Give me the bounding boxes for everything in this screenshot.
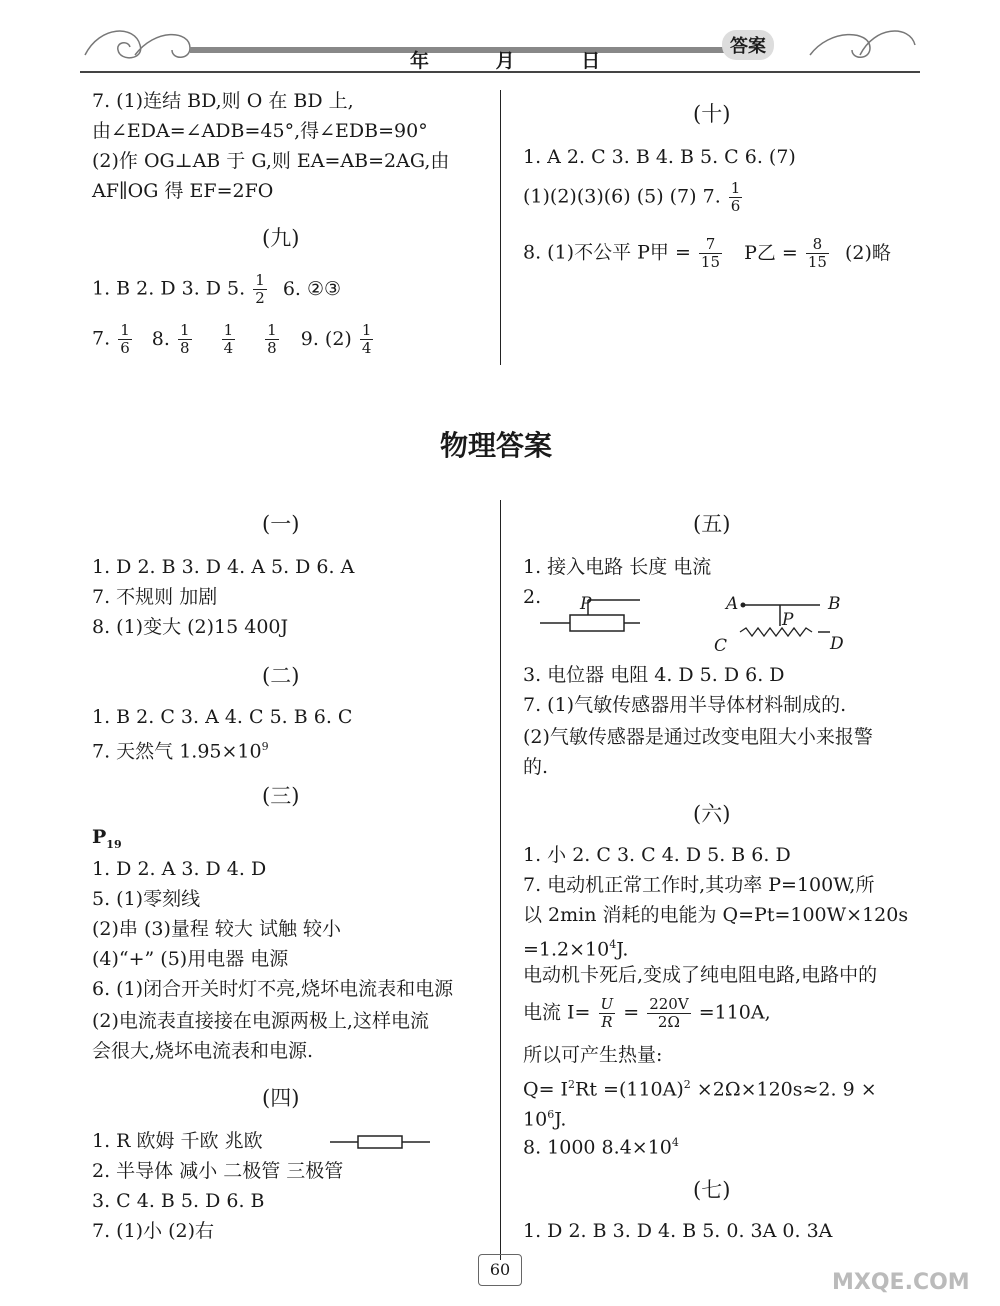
p6-line3: 以 2min 消耗的电能为 Q=Pt=100W×120s xyxy=(523,904,909,926)
diagram-label-c: C xyxy=(714,636,728,656)
p6-line1: 1. 小 2. C 3. C 4. D 5. B 6. D xyxy=(523,844,791,866)
p6-l8-c: ×2Ω×120s≈2. 9 × xyxy=(690,1078,877,1101)
sec9-line2 xyxy=(92,322,375,357)
sec9-line1 xyxy=(92,272,341,307)
fraction: $\frac{1}{4}$ xyxy=(361,321,372,357)
phys-section-4-heading: (四) xyxy=(262,1086,300,1110)
p4-line1: 1. R 欧姆 千欧 兆欧 xyxy=(92,1130,263,1152)
p6-l4-sup: 4 xyxy=(609,938,617,951)
fraction: $\frac{1}{4}$ xyxy=(223,321,234,357)
phys-section-3-heading: (三) xyxy=(262,784,300,808)
p2-line1: 1. B 2. C 3. A 4. C 5. B 6. C xyxy=(92,706,353,728)
sec10-line2 xyxy=(523,180,744,215)
p6-l9-sup: 6 xyxy=(547,1108,555,1121)
answer-badge: 答案 xyxy=(722,30,774,60)
p5-line3: 3. 电位器 电阻 4. D 5. D 6. D xyxy=(523,664,785,686)
phys-section-6-heading: (六) xyxy=(693,802,731,826)
sec9-l2-b: 8. xyxy=(151,327,170,350)
p7-line1: 1. D 2. B 3. D 4. B 5. 0. 3A 0. 3A xyxy=(523,1220,833,1242)
p1-line3: 8. (1)变大 (2)15 400J xyxy=(92,616,289,638)
column-divider-top xyxy=(500,90,501,365)
p1-line1: 1. D 2. B 3. D 4. A 5. D 6. A xyxy=(92,556,355,578)
sec10-line3 xyxy=(523,236,891,271)
q7-line4: AF∥OG 得 EF=2FO xyxy=(92,180,274,202)
p3-line4: (4)“+” (5)用电器 电源 xyxy=(92,948,289,970)
p6-l10-sup: 4 xyxy=(671,1136,679,1149)
sec10-line1: 1. A 2. C 3. B 4. B 5. C 6. (7) xyxy=(523,146,796,168)
p6-l9-tail: J. xyxy=(554,1108,567,1131)
sec10-l2-text: (1)(2)(3)(6) (5) (7) 7. xyxy=(523,185,721,208)
p5-line6: 的. xyxy=(523,756,549,778)
p6-l8-b: Rt =(110A) xyxy=(575,1078,684,1101)
p2-line2 xyxy=(92,732,269,766)
fraction: $\frac{1}{6}$ xyxy=(730,179,741,215)
p2-l2-sup: 9 xyxy=(261,740,269,753)
p6-l6-a: 电流 I= xyxy=(523,1001,591,1024)
diagram-label-b: B xyxy=(828,594,841,614)
column-divider-bottom xyxy=(500,500,501,1260)
fraction: $\frac{1}{8}$ xyxy=(179,321,190,357)
diagram-label-a: A xyxy=(726,594,739,614)
sec10-l3-c: (2)略 xyxy=(845,241,891,264)
p6-l9-text: 10 xyxy=(523,1108,548,1131)
section-9-heading: (九) xyxy=(262,226,300,250)
section-10-heading: (十) xyxy=(693,102,731,126)
sec9-l1-text: 1. B 2. D 3. D 5. xyxy=(92,277,246,300)
diagram-label-d: D xyxy=(830,634,844,654)
p6-l6-c: =110A, xyxy=(698,1001,771,1024)
p6-line7: 所以可产生热量: xyxy=(523,1044,663,1066)
q7-line1: 7. (1)连结 BD,则 O 在 BD 上, xyxy=(92,90,354,112)
header-date-label: 年 月 日 xyxy=(410,50,631,72)
p3-p: P xyxy=(92,826,107,848)
fraction: $\frac{8}{15}$ xyxy=(807,235,827,271)
fraction: $\frac{1}{8}$ xyxy=(267,321,277,357)
phys-section-2-heading: (二) xyxy=(262,664,300,688)
fraction: $\frac{7}{15}$ xyxy=(700,235,721,271)
sec10-l3-b: P乙 = xyxy=(744,241,798,264)
q7-line3: (2)作 OG⊥AB 于 G,则 EA=AB=2AG,由 xyxy=(92,150,450,172)
p4-line2: 2. 半导体 减小 二极管 三极管 xyxy=(92,1160,344,1182)
p6-l4-tail: J. xyxy=(616,938,629,961)
p6-l6-b: = xyxy=(623,1001,640,1024)
p3-line1: 1. D 2. A 3. D 4. D xyxy=(92,858,267,880)
physics-title: 物理答案 xyxy=(440,429,553,462)
q7-line2: 由∠EDA=∠ADB=45°,得∠EDB=90° xyxy=(92,120,428,142)
resistor-symbol-icon xyxy=(330,1133,430,1151)
diagram-label-p: P xyxy=(782,610,794,630)
p3-line2: 5. (1)零刻线 xyxy=(92,888,201,910)
p4-line3: 3. C 4. B 5. D 6. B xyxy=(92,1190,265,1212)
sec9-l2-a: 7. xyxy=(92,327,111,350)
p6-l4-text: =1.2×10 xyxy=(523,938,610,961)
p3-line5: 6. (1)闭合开关时灯不亮,烧坏电流表和电源 xyxy=(92,978,454,1000)
p6-l8-a: Q= I xyxy=(523,1078,569,1101)
diagram-label-p1: P xyxy=(580,594,592,614)
sec9-fraction: $\frac{1}{2}$ xyxy=(255,271,265,307)
p3-line6: (2)电流表直接接在电源两极上,这样电流 xyxy=(92,1010,429,1032)
p1-line2: 7. 不规则 加剧 xyxy=(92,586,218,608)
p4-line4: 7. (1)小 (2)右 xyxy=(92,1220,215,1242)
p5-line4: 7. (1)气敏传感器用半导体材料制成的. xyxy=(523,694,847,716)
sec9-l1-tail: 6. ②③ xyxy=(282,277,342,300)
p3-line7: 会很大,烧坏电流表和电源. xyxy=(92,1040,314,1062)
p2-l2-text: 7. 天然气 1.95×10 xyxy=(92,740,262,763)
fraction: $\frac{U}{R}$ xyxy=(600,995,614,1031)
fraction: $\frac{220V}{2\Omega}$ xyxy=(649,995,689,1031)
sec10-l3-a: 8. (1)不公平 P甲 = xyxy=(523,241,691,264)
fraction: $\frac{1}{6}$ xyxy=(120,321,130,357)
p5-line1: 1. 接入电路 长度 电流 xyxy=(523,556,712,578)
p6-line5: 电动机卡死后,变成了纯电阻电路,电路中的 xyxy=(523,964,878,986)
p6-line2: 7. 电动机正常工作时,其功率 P=100W,所 xyxy=(523,874,875,896)
phys-section-5-heading: (五) xyxy=(693,512,731,536)
p5-line5: (2)气敏传感器是通过改变电阻大小来报警 xyxy=(523,726,873,748)
page-number: 60 xyxy=(478,1254,522,1286)
p6-line10 xyxy=(523,1128,679,1162)
p3-line3: (2)串 (3)量程 较大 试触 较小 xyxy=(92,918,341,940)
phys-section-7-heading: (七) xyxy=(693,1178,731,1202)
watermark: MXQE.COM xyxy=(832,1270,970,1295)
p6-line6 xyxy=(523,996,771,1031)
phys-section-1-heading: (一) xyxy=(262,512,300,536)
p5-line2: 2. xyxy=(523,586,542,608)
p6-l10-text: 8. 1000 8.4×10 xyxy=(523,1136,672,1159)
p6-l8-sup2: 2 xyxy=(683,1078,691,1091)
p6-line8 xyxy=(523,1070,877,1104)
p3-p-sub: 19 xyxy=(106,837,122,851)
sec9-l2-c: 9. (2) xyxy=(300,327,352,350)
p6-l8-sup: 2 xyxy=(568,1078,576,1091)
